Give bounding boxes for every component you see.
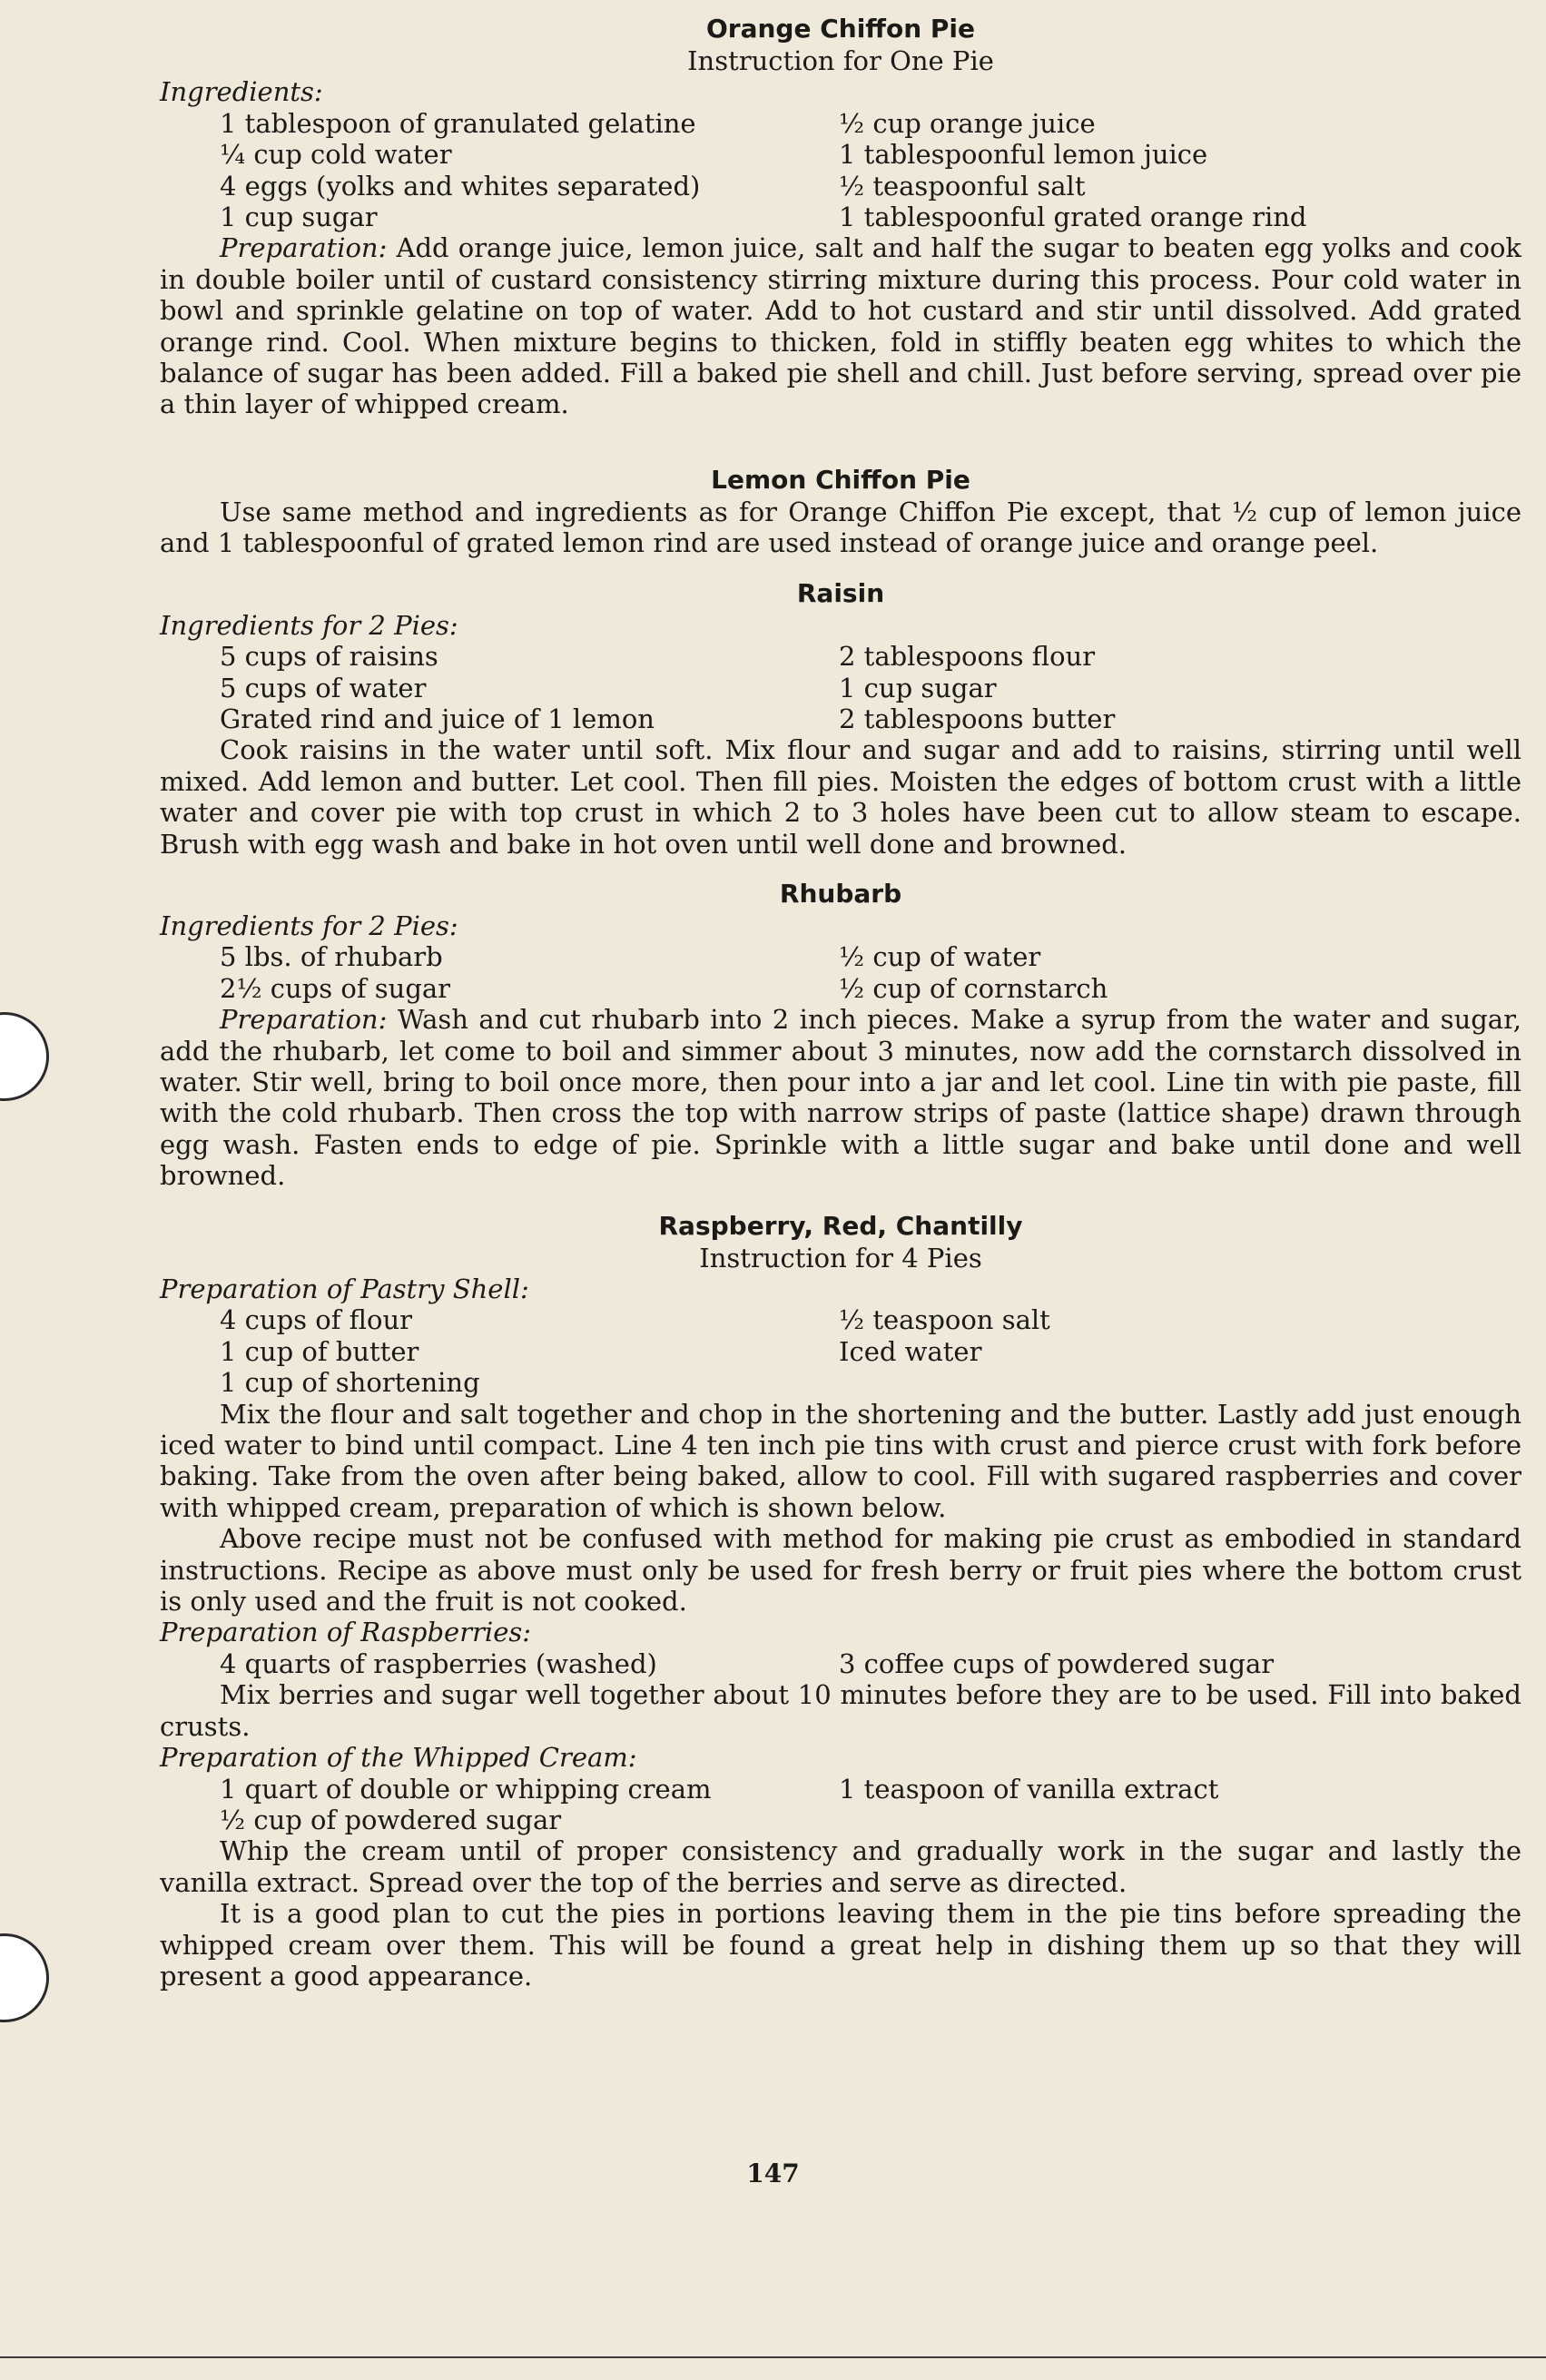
ingredient: Iced water [839, 1335, 982, 1367]
preparation-text: Wash and cut rhubarb into 2 inch pieces. Make a syrup from the water and sugar, add the rhubarb, let come to boil and simmer about 3 minutes, now add the cornstarch dissolved in water. Stir well, bring to boil once more, then pour into a jar and let cool. Line tin with pie paste, fill with the cold rhubarb. Then cross the top with narrow strips of paste (lattice shape) drawn through egg wash. Fasten ends to edge of pie. Sprinkle with a little sugar and bake until done and well browned. [160, 1004, 1521, 1192]
raspberries-text: Mix berries and sugar well together about 10 minutes before they are to be used. Fill into baked crusts. [160, 1679, 1521, 1742]
ingredient: ½ cup of cornstarch [839, 972, 1108, 1004]
ingredient: 1 teaspoon of vanilla extract [839, 1773, 1219, 1805]
ingredient: ¼ cup cold water [220, 139, 452, 171]
whipped-cream-ingredients [160, 1774, 1521, 1836]
preparation-paragraph [160, 1004, 1521, 1191]
preparation-text: Cook raisins in the water until soft. Mix flour and sugar and add to raisins, stirring until well mixed. Add lemon and butter. Let cool. Then fill pies. Moisten the edges of bottom crust with a little water and cover pie with top crust in which 2 to 3 holes have been cut to allow steam to escape. Brush with egg wash and bake in hot oven until well done and browned. [160, 734, 1521, 860]
ingredient: 1 cup sugar [839, 672, 997, 703]
pastry-shell-ingredients [160, 1304, 1521, 1398]
binder-hole-top [0, 1012, 49, 1101]
ingredients-list [160, 108, 1521, 233]
ingredient: 1 cup of shortening [220, 1367, 480, 1399]
preparation-label: Preparation: [220, 1004, 388, 1036]
ingredient: 4 cups of flour [220, 1304, 413, 1336]
ingredient: 1 quart of double or whipping cream [220, 1773, 712, 1805]
ingredient: 4 quarts of raspberries (washed) [220, 1647, 657, 1679]
ingredient: ½ cup of water [839, 941, 1041, 973]
whipped-cream-text: Whip the cream until of proper consistency and gradually work in the sugar and lastly the vanilla extract. Spread over the top of the berries and serve as directed. [160, 1835, 1521, 1898]
recipe-title: Rhubarb [779, 878, 902, 909]
ingredient: 2½ cups of sugar [220, 972, 451, 1004]
ingredient: 1 tablespoon of granulated gelatine [220, 107, 696, 139]
ingredient: ½ cup of powdered sugar [220, 1804, 562, 1835]
ingredient: 4 eggs (yolks and whites separated) [220, 170, 701, 202]
whipped-cream-note: It is a good plan to cut the pies in portions leaving them in the pie tins before spreading the whipped cream over them. This will be found a great help in dishing them up so that they will present a good appearance. [160, 1898, 1521, 1992]
recipe-title: Orange Chiffon Pie [705, 14, 975, 44]
pastry-shell-note: Above recipe must not be confused with method for making pie crust as embodied in standard instructions. Recipe as above must only be used for fresh berry or fruit pies where the bottom crust is only used and the fruit is not cooked. [160, 1523, 1521, 1618]
page-number: 147 [746, 2159, 800, 2188]
pastry-shell-label: Preparation of Pastry Shell: [160, 1274, 529, 1304]
ingredient: 2 tablespoons flour [839, 641, 1096, 673]
ingredient: 1 tablespoonful lemon juice [839, 139, 1208, 171]
ingredient: ½ teaspoonful salt [839, 170, 1086, 202]
ingredients-label: Ingredients for 2 Pies: [160, 910, 458, 941]
preparation-paragraph [160, 232, 1521, 419]
ingredients-list [160, 941, 1521, 1004]
ingredients-list [160, 641, 1521, 734]
ingredient: ½ cup orange juice [839, 107, 1096, 139]
recipe-raspberry-chantilly [160, 1210, 1521, 1992]
recipe-rhubarb [160, 878, 1521, 1192]
whipped-cream-label: Preparation of the Whipped Cream: [160, 1742, 637, 1774]
ingredient: 2 tablespoons butter [839, 703, 1116, 734]
ingredient: 5 cups of raisins [220, 641, 438, 673]
preparation-label: Preparation: [220, 232, 388, 264]
ingredient: 1 cup sugar [220, 202, 378, 233]
ingredient: 5 cups of water [220, 672, 427, 703]
ingredient: 1 cup of butter [220, 1335, 419, 1367]
ingredient: 5 lbs. of rhubarb [220, 941, 443, 973]
ingredients-label: Ingredients: [160, 76, 323, 108]
recipe-title: Raspberry, Red, Chantilly [658, 1210, 1023, 1241]
recipe-text: Use same method and ingredients as for Orange Chiffon Pie except, that ½ cup of lemon juice and 1 tablespoonful of grated lemon rind are used instead of orange juice and orange peel. [160, 496, 1521, 559]
ingredient: Grated rind and juice of 1 lemon [220, 703, 655, 734]
recipe-title: Raisin [796, 577, 885, 608]
recipe-orange-chiffon-pie [160, 13, 1521, 420]
ingredient: 1 tablespoonful grated orange rind [839, 202, 1307, 233]
ingredient: ½ teaspoon salt [839, 1304, 1050, 1336]
ingredients-label: Ingredients for 2 Pies: [160, 609, 458, 641]
raspberries-ingredients [160, 1648, 1521, 1679]
bottom-edge-line [0, 2356, 1546, 2358]
preparation-text: Add orange juice, lemon juice, salt and half the sugar to beaten egg yolks and cook in double boiler until of custard consistency stirring mixture during this process. Pour cold water in bowl and sprinkle gelatine on top of water. Add to hot custard and stir until dissolved. Add grated orange rind. Cool. When mixture begins to thicken, fold in stiffly beaten egg whites to which the balance of sugar has been added. Fill a baked pie shell and chill. Just before serving, spread over pie a thin layer of whipped cream. [160, 232, 1521, 420]
recipe-raisin [160, 577, 1521, 860]
raspberries-label: Preparation of Raspberries: [160, 1617, 532, 1648]
ingredient: 3 coffee cups of powdered sugar [839, 1647, 1275, 1679]
recipe-lemon-chiffon-pie [160, 464, 1521, 559]
page-content [160, 13, 1521, 1992]
binder-hole-bottom [0, 1933, 49, 2022]
recipe-title: Lemon Chiffon Pie [711, 464, 970, 495]
pastry-shell-text: Mix the flour and salt together and chop in the shortening and the butter. Lastly add just enough iced water to bind until compact. Line 4 ten inch pie tins with crust and pierce crust with fork before baking. Take from the oven after being baked, allow to cool. Fill with sugared raspberries and cover with whipped cream, preparation of which is shown below. [160, 1398, 1521, 1523]
recipe-subtitle: Instruction for One Pie [687, 45, 994, 76]
recipe-subtitle: Instruction for 4 Pies [699, 1242, 982, 1274]
